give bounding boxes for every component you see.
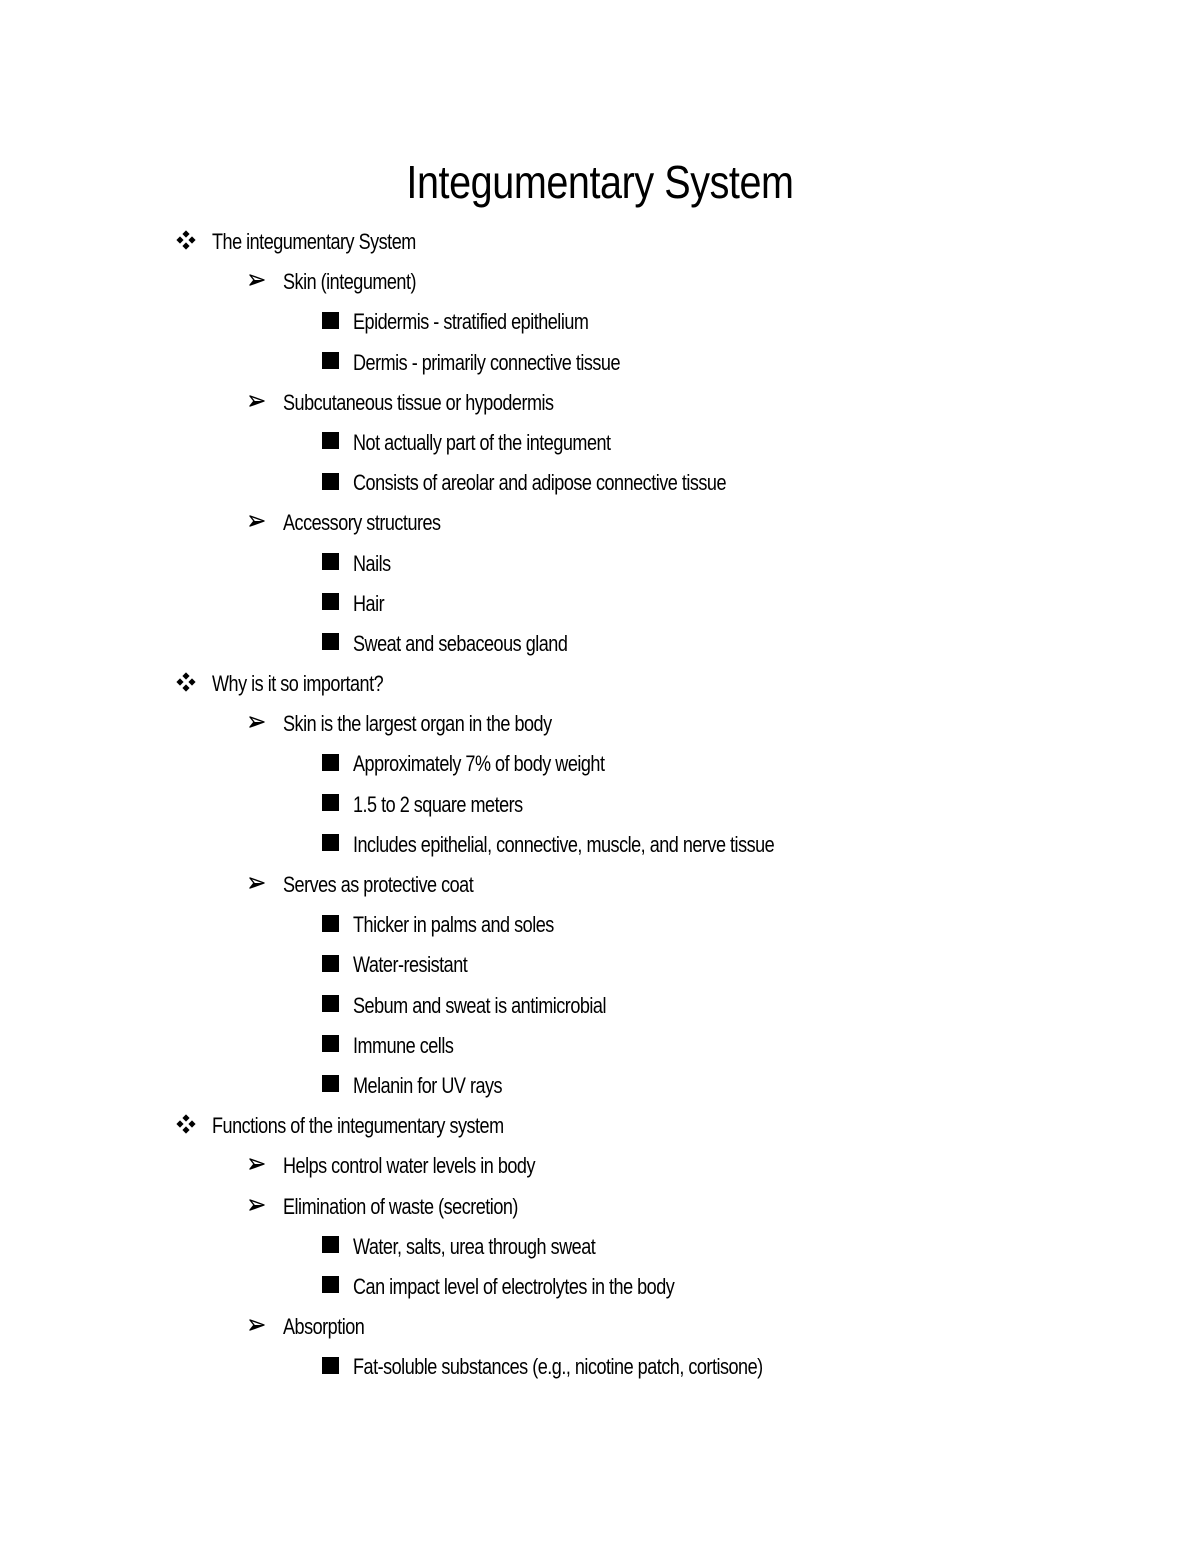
outline-item-text: Skin (integument) bbox=[283, 269, 417, 295]
outline-item-level-3 bbox=[0, 1227, 1200, 1267]
outline-item-level-2 bbox=[0, 1187, 1200, 1227]
outline-item-text: Thicker in palms and soles bbox=[353, 912, 554, 938]
square-icon bbox=[318, 1233, 342, 1257]
outline-item-level-3 bbox=[0, 986, 1200, 1026]
outline-item-level-2 bbox=[0, 503, 1200, 543]
outline-item-text: Immune cells bbox=[353, 1032, 454, 1058]
outline-item-text: Hair bbox=[353, 590, 385, 616]
outline-item-level-2 bbox=[0, 704, 1200, 744]
outline-item-level-2 bbox=[0, 865, 1200, 905]
diamond-cluster-icon bbox=[174, 228, 198, 252]
square-icon bbox=[318, 831, 342, 855]
outline-item-level-3 bbox=[0, 905, 1200, 945]
arrowhead-icon bbox=[245, 871, 269, 895]
square-icon bbox=[318, 951, 342, 975]
bullet-outline bbox=[0, 222, 1200, 1387]
square-icon bbox=[318, 1273, 342, 1297]
outline-item-level-3 bbox=[0, 1347, 1200, 1387]
outline-item-text: The integumentary System bbox=[212, 229, 416, 254]
outline-item-text: Melanin for UV rays bbox=[353, 1072, 503, 1098]
arrowhead-icon bbox=[245, 1313, 269, 1337]
outline-item-text: Water-resistant bbox=[353, 952, 468, 978]
outline-item-text: Dermis - primarily connective tissue bbox=[353, 349, 620, 375]
outline-item-text: Accessory structures bbox=[283, 510, 441, 536]
outline-item-level-3 bbox=[0, 544, 1200, 584]
outline-item-level-3 bbox=[0, 1026, 1200, 1066]
outline-item-text: Subcutaneous tissue or hypodermis bbox=[283, 389, 554, 415]
outline-item-level-1 bbox=[0, 664, 1200, 704]
outline-item-level-3 bbox=[0, 302, 1200, 342]
arrowhead-icon bbox=[245, 509, 269, 533]
outline-item-text: Skin is the largest organ in the body bbox=[283, 711, 552, 737]
outline-item-level-1 bbox=[0, 222, 1200, 262]
diamond-cluster-icon bbox=[174, 670, 198, 694]
outline-item-level-3 bbox=[0, 584, 1200, 624]
arrowhead-icon bbox=[245, 389, 269, 413]
square-icon bbox=[318, 590, 342, 614]
diamond-cluster-icon bbox=[174, 1112, 198, 1136]
outline-item-text: Approximately 7% of body weight bbox=[353, 751, 605, 777]
outline-item-text: Not actually part of the integument bbox=[353, 429, 611, 455]
outline-item-text: Sweat and sebaceous gland bbox=[353, 630, 568, 656]
outline-item-level-3 bbox=[0, 825, 1200, 865]
page-title: Integumentary System bbox=[406, 156, 794, 208]
outline-item-text: Can impact level of electrolytes in the body bbox=[353, 1273, 675, 1299]
outline-item-text: Water, salts, urea through sweat bbox=[353, 1233, 596, 1259]
square-icon bbox=[318, 791, 342, 815]
outline-item-level-2 bbox=[0, 1146, 1200, 1186]
outline-item-text: Why is it so important? bbox=[212, 671, 384, 697]
outline-item-level-3 bbox=[0, 1066, 1200, 1106]
square-icon bbox=[318, 992, 342, 1016]
outline-item-text: Sebum and sweat is antimicrobial bbox=[353, 992, 606, 1018]
square-icon bbox=[318, 630, 342, 654]
outline-item-text: Epidermis - stratified epithelium bbox=[353, 309, 589, 335]
outline-item-level-3 bbox=[0, 1267, 1200, 1307]
square-icon bbox=[318, 1353, 342, 1377]
arrowhead-icon bbox=[245, 268, 269, 292]
outline-item-level-3 bbox=[0, 343, 1200, 383]
outline-item-level-1 bbox=[0, 1106, 1200, 1146]
square-icon bbox=[318, 349, 342, 373]
square-icon bbox=[318, 550, 342, 574]
outline-item-text: Elimination of waste (secretion) bbox=[283, 1193, 518, 1219]
outline-item-text: Consists of areolar and adipose connective tissue bbox=[353, 470, 727, 496]
square-icon bbox=[318, 750, 342, 774]
outline-item-level-3 bbox=[0, 945, 1200, 985]
outline-item-text: Functions of the integumentary system bbox=[212, 1113, 504, 1139]
outline-item-level-2 bbox=[0, 262, 1200, 302]
outline-item-text: Includes epithelial, connective, muscle, and nerve tissue bbox=[353, 831, 775, 857]
outline-item-text: Helps control water levels in body bbox=[283, 1153, 535, 1179]
outline-item-level-3 bbox=[0, 624, 1200, 664]
outline-item-level-3 bbox=[0, 463, 1200, 503]
outline-item-level-3 bbox=[0, 744, 1200, 784]
outline-item-level-2 bbox=[0, 383, 1200, 423]
outline-item-level-3 bbox=[0, 785, 1200, 825]
outline-item-level-2 bbox=[0, 1307, 1200, 1347]
square-icon bbox=[318, 469, 342, 493]
square-icon bbox=[318, 308, 342, 332]
square-icon bbox=[318, 429, 342, 453]
square-icon bbox=[318, 1072, 342, 1096]
arrowhead-icon bbox=[245, 1193, 269, 1217]
arrowhead-icon bbox=[245, 1152, 269, 1176]
outline-item-text: Serves as protective coat bbox=[283, 872, 474, 897]
square-icon bbox=[318, 1032, 342, 1056]
arrowhead-icon bbox=[245, 710, 269, 734]
outline-item-text: Nails bbox=[353, 550, 391, 576]
outline-item-text: 1.5 to 2 square meters bbox=[353, 791, 523, 817]
square-icon bbox=[318, 911, 342, 935]
outline-item-text: Absorption bbox=[283, 1314, 365, 1340]
outline-item-level-3 bbox=[0, 423, 1200, 463]
outline-item-text: Fat-soluble substances (e.g., nicotine patch, cortisone) bbox=[353, 1354, 763, 1380]
